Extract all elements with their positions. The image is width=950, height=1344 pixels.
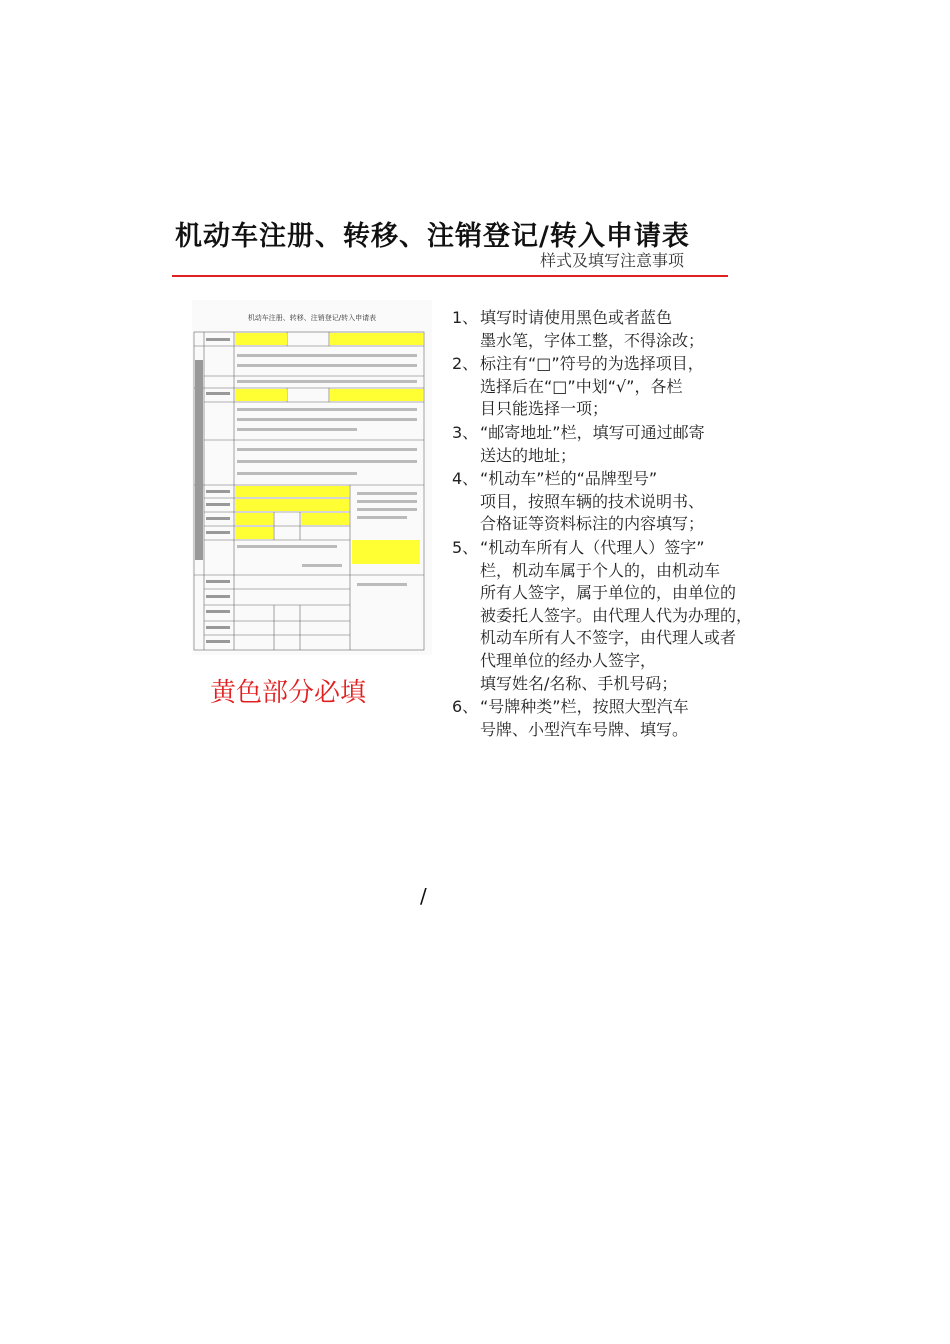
instruction-item [452,353,792,421]
red-divider [172,275,728,277]
instruction-line: 墨水笔，字体工整，不得涂改； [480,330,705,350]
form-grid [192,300,432,655]
main-title: 机动车注册、转移、注销登记/转入申请表 [175,221,690,252]
instruction-line: “机动车所有人（代理人）签字” [480,537,705,557]
form-thumbnail [192,300,432,655]
form-heading: 机动车注册、转移、注销登记/转入申请表 [247,314,377,322]
instruction-line: 填写姓名/名称、手机号码； [480,673,678,693]
instruction-line: 代理单位的经办人签字， [480,650,657,670]
instruction-number: 3、 [452,422,479,442]
instruction-line: 送达的地址； [480,445,577,465]
required-fields-note: 黄色部分必填 [210,678,367,708]
instruction-line: 栏，机动车属于个人的，由机动车 [480,560,721,580]
instruction-item [452,537,792,695]
instruction-line: 标注有“□”符号的为选择项目， [480,354,704,374]
instruction-number: 6、 [452,697,479,717]
instruction-line: “号牌种类”栏，按照大型汽车 [480,697,689,717]
instruction-line: “邮寄地址”栏，填写可通过邮寄 [480,422,705,442]
instruction-line: 项目，按照车辆的技术说明书、 [480,491,705,511]
instruction-line: 目只能选择一项； [480,399,609,419]
instruction-line: 被委托人签字。由代理人代为办理的， [480,605,753,625]
instruction-number: 5、 [452,537,479,557]
instruction-item [452,468,792,536]
subtitle: 样式及填写注意事项 [540,251,685,270]
instruction-number: 4、 [452,469,479,489]
instruction-line: 选择后在“□”中划“√”，各栏 [480,376,683,396]
instruction-item [452,422,792,467]
instruction-line: 填写时请使用黑色或者蓝色 [480,308,673,327]
instruction-line: “机动车”栏的“品牌型号” [480,469,658,489]
instruction-number: 1、 [452,308,479,327]
instruction-item [452,307,792,352]
instruction-line: 机动车所有人不签字，由代理人或者 [480,628,737,648]
instruction-line: 所有人签字，属于单位的，由单位的 [480,583,737,603]
instruction-list [452,307,792,742]
instruction-line: 合格证等资料标注的内容填写； [480,514,705,534]
instruction-item [452,696,792,741]
page-mark: / [420,884,427,908]
instruction-number: 2、 [452,354,479,374]
instruction-line: 号牌、小型汽车号牌、填写。 [480,719,689,739]
